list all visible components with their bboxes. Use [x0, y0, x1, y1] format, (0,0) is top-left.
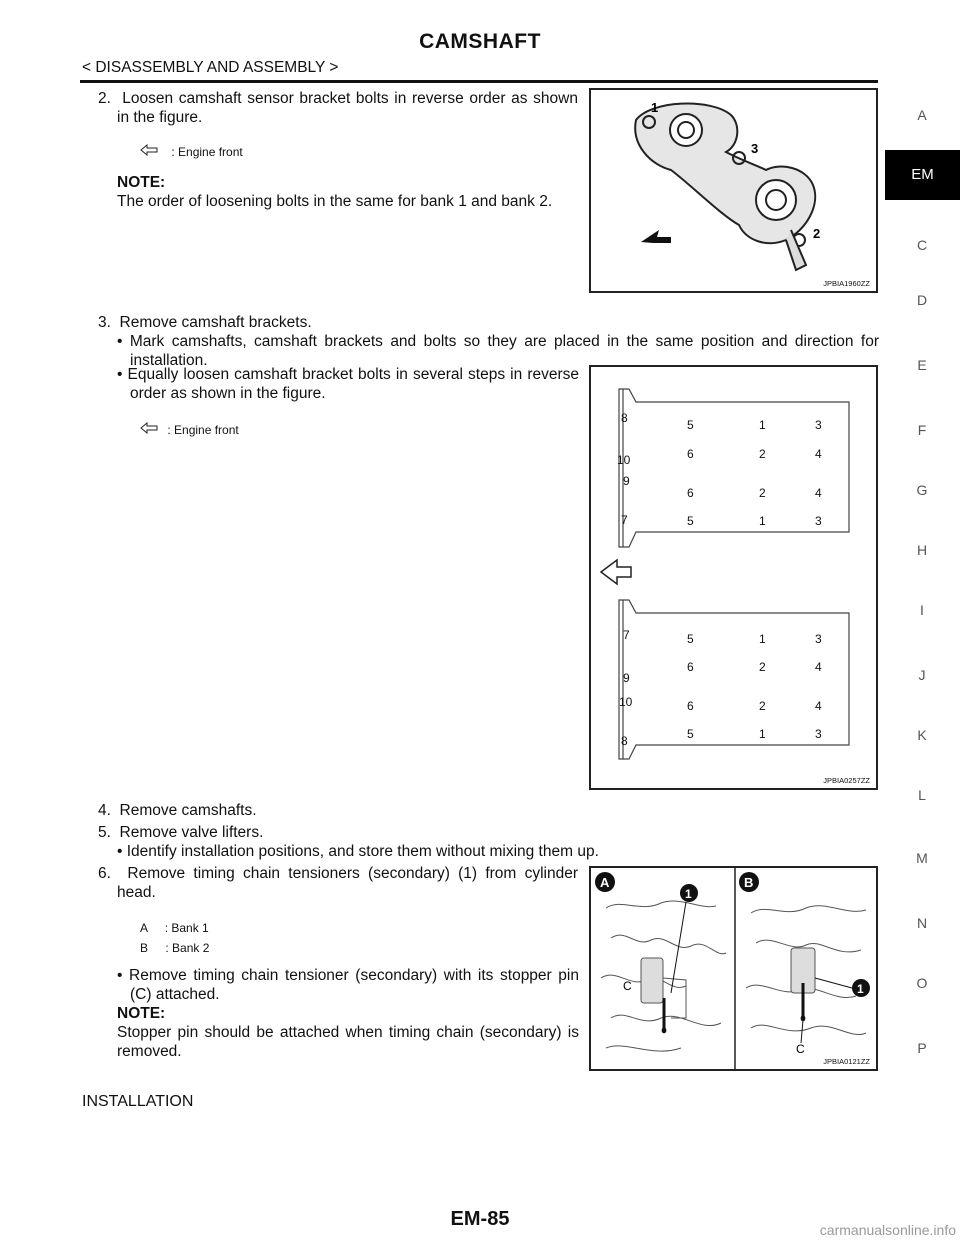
bullet-text: Identify installation positions, and store them without mixing them up.: [126, 843, 599, 860]
bolt-top-r2c1: 6: [687, 447, 694, 461]
index-letter-f[interactable]: F: [917, 422, 927, 438]
bolt-top-r2c2: 2: [759, 447, 766, 461]
callout-c-b: C: [796, 1042, 805, 1056]
step-3-text: 3. Remove camshaft brackets.: [98, 314, 312, 331]
figure-id: JPBIA1960ZZ: [823, 279, 870, 288]
index-letter-p[interactable]: P: [917, 1040, 927, 1056]
bolt-bot-r4c2: 1: [759, 727, 766, 741]
engine-front-arrow-icon: [140, 145, 158, 159]
engine-front-large-arrow-icon: [601, 560, 631, 584]
panel-a-badge: [595, 872, 615, 892]
watermark: carmanualsonline.info: [819, 1222, 956, 1238]
legend-key-a: A: [140, 921, 148, 935]
bolt-bot-r4c1: 5: [687, 727, 694, 741]
bullet-text: Remove timing chain tensioner (secondary) with its stopper pin (C) attached.: [129, 967, 579, 1003]
bolt-top-r3c3: 4: [815, 486, 822, 500]
index-letter-e[interactable]: E: [917, 357, 927, 373]
bolt-top-r3c2: 2: [759, 486, 766, 500]
figure-id: JPBIA0257ZZ: [823, 776, 870, 785]
installation-heading: INSTALLATION: [82, 1093, 194, 1110]
step-6-note: Stopper pin should be attached when timing chain (secondary) is removed.: [117, 1024, 579, 1060]
bolt-bot-r3c2: 2: [759, 699, 766, 713]
step-5-bullet-1: • Identify installation positions, and store them without mixing them up.: [117, 843, 599, 860]
header-rule: [80, 80, 878, 83]
step-3-legend: [140, 422, 239, 437]
svg-text:1: 1: [685, 887, 692, 901]
callout-3: 3: [751, 141, 759, 156]
index-letter-n[interactable]: N: [916, 915, 928, 931]
step-3-bullet-2: • Equally loosen camshaft bracket bolts in several steps in reverse order as shown in the figure.: [117, 366, 579, 402]
step-3-bullet-1-wrap: [117, 325, 880, 369]
callout-c-a: C: [623, 979, 632, 993]
bolt-top-r1c1: 5: [687, 418, 694, 432]
index-letter-a[interactable]: A: [917, 107, 927, 123]
page-title: CAMSHAFT: [419, 30, 541, 53]
index-letter-d[interactable]: D: [916, 292, 928, 308]
bolt-bot-r2c2: 2: [759, 660, 766, 674]
step-2-legend: [140, 144, 243, 159]
step-2-note-label: NOTE:: [117, 174, 166, 191]
bolt-bot-r2c1: 6: [687, 660, 694, 674]
bolt-top-r4c3: 3: [815, 514, 822, 528]
legend-key-b: B: [140, 941, 149, 955]
index-letter-h[interactable]: H: [916, 542, 928, 558]
index-letter-c[interactable]: C: [916, 237, 928, 253]
bolt-top-r2c3: 4: [815, 447, 822, 461]
step-5-text: 5. Remove valve lifters.: [98, 824, 264, 841]
bolt-8b: 8: [621, 734, 628, 748]
index-letter-o[interactable]: O: [916, 975, 928, 991]
bolt-bot-r1c3: 3: [815, 632, 822, 646]
figure-timing-chain-tensioner: [589, 866, 878, 1071]
callout-1-b: [815, 978, 870, 997]
legend-bank-2: [140, 941, 209, 955]
index-letter-k[interactable]: K: [917, 727, 927, 743]
bolt-bot-r3c1: 6: [687, 699, 694, 713]
callout-1-a: [671, 884, 698, 993]
bolt-9: 9: [623, 474, 630, 488]
svg-text:1: 1: [857, 982, 864, 996]
bolt-top-r1c3: 3: [815, 418, 822, 432]
bracket-order-diagram: [591, 367, 876, 788]
step-6-note-label: NOTE:: [117, 1005, 166, 1022]
bolt-bot-r3c3: 4: [815, 699, 822, 713]
legend-value-b: : Bank 2: [165, 941, 210, 955]
legend-text: : Engine front: [171, 145, 243, 159]
legend-value-a: : Bank 1: [164, 921, 209, 935]
index-letter-em-active[interactable]: EM: [885, 150, 960, 200]
bullet-text: Equally loosen camshaft bracket bolts in several steps in reverse order as shown in the figure.: [127, 366, 579, 402]
figure-camshaft-bracket-order: [589, 365, 878, 790]
step-6-text: 6. Remove timing chain tensioners (secondary) (1) from cylinder head.: [98, 865, 578, 901]
legend-text: : Engine front: [167, 423, 239, 437]
figure-camshaft-sensor-bracket: [589, 88, 878, 293]
bolt-bot-r2c3: 4: [815, 660, 822, 674]
page-number: EM-85: [450, 1208, 510, 1230]
index-letter-j[interactable]: J: [918, 667, 926, 683]
bolt-7b: 7: [623, 628, 630, 642]
index-letter-g[interactable]: G: [916, 482, 928, 498]
legend-bank-1: [140, 921, 209, 935]
bolt-bot-r1c2: 1: [759, 632, 766, 646]
step-2-note: The order of loosening bolts in the same for bank 1 and bank 2.: [117, 193, 553, 210]
bolt-10: 10: [617, 453, 631, 467]
panel-a-label: A: [600, 875, 610, 890]
bolt-top-r4c2: 1: [759, 514, 766, 528]
figure-id: JPBIA0121ZZ: [823, 1057, 870, 1066]
engine-front-arrow-icon: [641, 230, 671, 243]
panel-b-label: B: [744, 875, 754, 890]
panel-b-badge: [739, 872, 759, 892]
bolt-9b: 9: [623, 671, 630, 685]
step-2-text: 2. Loosen camshaft sensor bracket bolts in reverse order as shown in the figure.: [98, 90, 578, 126]
callout-2: 2: [813, 226, 821, 241]
index-letter-i[interactable]: I: [920, 602, 924, 618]
bolt-top-r3c1: 6: [687, 486, 694, 500]
step-3-bullet-1: • Mark camshafts, camshaft brackets and bolts so they are placed in the same position and direction for installation.: [117, 333, 880, 369]
step-4-text: 4. Remove camshafts.: [98, 802, 257, 819]
bolt-bot-r1c1: 5: [687, 632, 694, 646]
engine-front-arrow-icon: [140, 423, 158, 437]
callout-1: 1: [651, 100, 659, 115]
bolt-8: 8: [621, 411, 628, 425]
tensioner-illustration: [591, 868, 876, 1069]
bolt-top-r4c1: 5: [687, 514, 694, 528]
bolt-7: 7: [621, 513, 628, 527]
bolt-10b: 10: [619, 695, 633, 709]
bullet-text: Mark camshafts, camshaft brackets and bolts so they are placed in the same position and direction for installation.: [129, 333, 880, 369]
section-title: < DISASSEMBLY AND ASSEMBLY >: [82, 59, 339, 76]
bracket-illustration: [591, 90, 876, 291]
bolt-top-r1c2: 1: [759, 418, 766, 432]
index-letter-m[interactable]: M: [916, 850, 928, 866]
index-letter-l[interactable]: L: [918, 787, 926, 803]
bolt-bot-r4c3: 3: [815, 727, 822, 741]
step-6-bullet-1: • Remove timing chain tensioner (secondary) with its stopper pin (C) attached.: [117, 967, 579, 1003]
